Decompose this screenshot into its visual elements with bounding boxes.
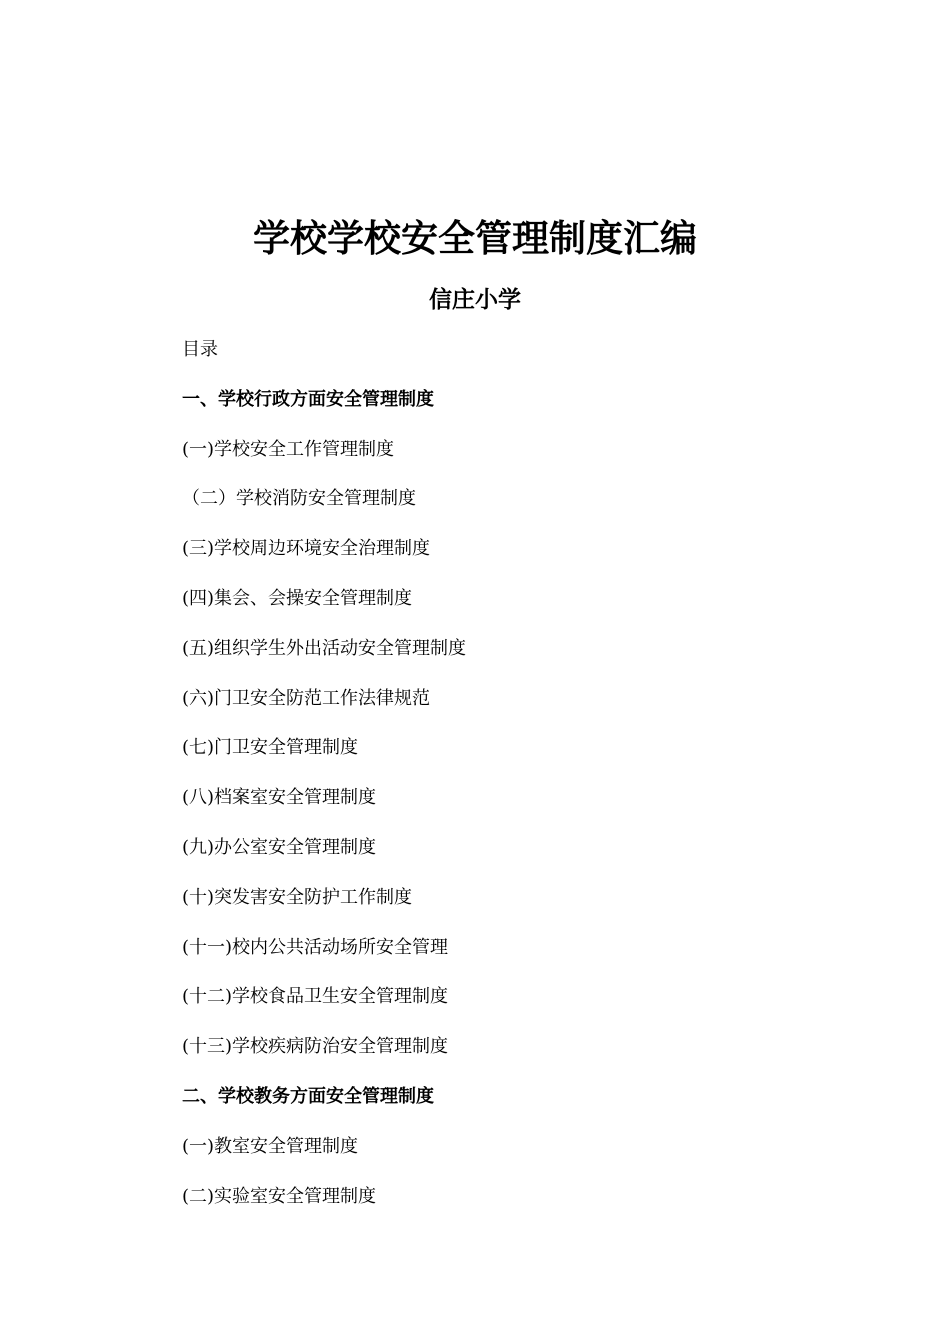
toc-entry: (一)学校安全工作管理制度 <box>182 438 395 460</box>
toc-label: 目录 <box>182 339 218 360</box>
toc-entry: (九)办公室安全管理制度 <box>182 836 377 858</box>
table-of-contents <box>182 336 882 1232</box>
toc-entry: (十三)学校疾病防治安全管理制度 <box>182 1036 449 1058</box>
toc-entry: (十一)校内公共活动场所安全管理 <box>182 936 449 958</box>
toc-entry: (十)突发害安全防护工作制度 <box>182 886 413 908</box>
toc-entry: (六)门卫安全防范工作法律规范 <box>182 687 431 709</box>
document-subtitle: 信庄小学 <box>429 287 521 313</box>
toc-entry: (十二)学校食品卫生安全管理制度 <box>182 986 449 1008</box>
toc-entry: (三)学校周边环境安全治理制度 <box>182 538 431 560</box>
toc-entry: (一)教室安全管理制度 <box>182 1135 359 1157</box>
toc-entry: (四)集会、会操安全管理制度 <box>182 587 413 609</box>
toc-entry: (二)实验室安全管理制度 <box>182 1185 377 1207</box>
toc-entry: (七)门卫安全管理制度 <box>182 737 359 759</box>
toc-entry: (五)组织学生外出活动安全管理制度 <box>182 637 467 659</box>
toc-entry: (八)档案室安全管理制度 <box>182 787 377 809</box>
toc-section-heading: 一、学校行政方面安全管理制度 <box>182 388 434 410</box>
toc-entry: （二）学校消防安全管理制度 <box>182 488 416 510</box>
toc-section-heading: 二、学校教务方面安全管理制度 <box>182 1085 434 1107</box>
document-title: 学校学校安全管理制度汇编 <box>253 217 697 260</box>
